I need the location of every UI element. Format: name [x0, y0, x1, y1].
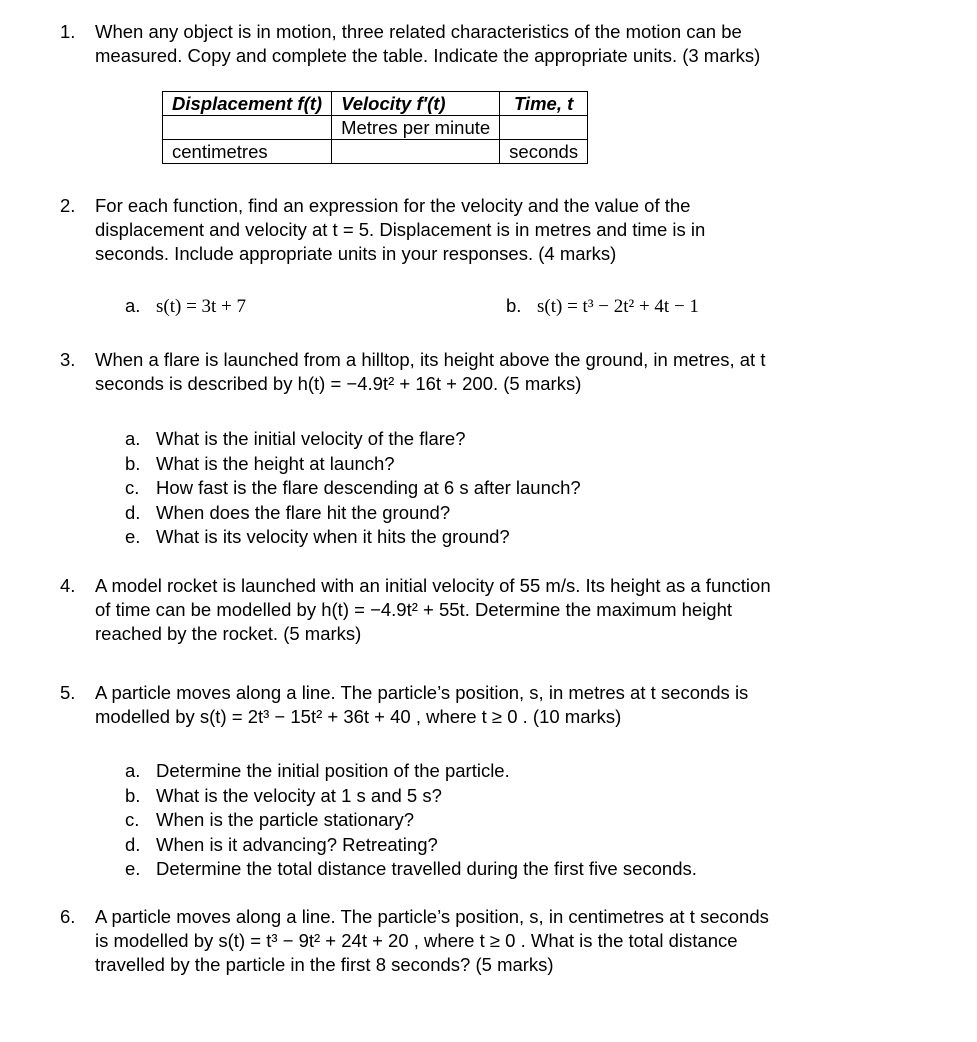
- part-text: Determine the initial position of the particle.: [156, 760, 510, 781]
- question-line: For each function, find an expression for the velocity and the value of the: [95, 195, 691, 216]
- list-item: [125, 452, 581, 477]
- table-header-row: [163, 92, 588, 116]
- list-item: [125, 833, 697, 858]
- table-cell: centimetres: [163, 140, 332, 164]
- question-number: 2.: [60, 195, 76, 216]
- table-cell: [332, 140, 500, 164]
- question-line: modelled by s(t) = 2t³ − 15t² + 36t + 40 , where t ≥ 0 . (10 marks): [95, 706, 622, 727]
- table-cell: Metres per minute: [332, 116, 500, 140]
- part-letter: c.: [125, 809, 140, 830]
- question-line: of time can be modelled by h(t) = −4.9t² + 55t. Determine the maximum height: [95, 599, 733, 620]
- table-cell: [500, 116, 588, 140]
- question-text: [95, 194, 925, 266]
- part-expression: s(t) = 3t + 7: [156, 296, 247, 317]
- question-line: measured. Copy and complete the table. Indicate the appropriate units. (3 marks): [95, 45, 761, 66]
- list-item: [125, 857, 697, 882]
- part-text: What is its velocity when it hits the ground?: [156, 526, 510, 547]
- list-item: [125, 476, 581, 501]
- question-text: [95, 348, 925, 396]
- part-text: What is the velocity at 1 s and 5 s?: [156, 784, 442, 806]
- question-5-parts: [125, 759, 697, 882]
- part-letter: a.: [125, 428, 141, 449]
- part-text: How fast is the flare descending at 6 s after launch?: [156, 477, 581, 498]
- part-letter: c.: [125, 477, 140, 498]
- part-expression: s(t) = t³ − 2t² + 4t − 1: [537, 296, 699, 317]
- table-row: [163, 140, 588, 164]
- table-row: [163, 116, 588, 140]
- table-header: Velocity f′(t): [332, 92, 500, 116]
- list-item: [125, 427, 581, 452]
- list-item: [125, 501, 581, 526]
- table-cell: seconds: [500, 140, 588, 164]
- question-number: 4.: [60, 575, 76, 596]
- part-letter: a.: [125, 760, 141, 781]
- part-text: When is the particle stationary?: [156, 809, 415, 830]
- question-line: A particle moves along a line. The particle’s position, s, in centimetres at t seconds: [95, 906, 769, 927]
- part-letter: e.: [125, 526, 141, 547]
- question-number: 3.: [60, 349, 76, 370]
- part-text: When is it advancing? Retreating?: [156, 833, 438, 855]
- question-number: 6.: [60, 906, 76, 927]
- list-item: [125, 759, 697, 784]
- part-text: What is the height at launch?: [156, 452, 395, 474]
- question-line: travelled by the particle in the first 8 seconds? (5 marks): [95, 954, 554, 975]
- table-header: Displacement f(t): [163, 92, 332, 116]
- question-line: seconds is described by h(t) = −4.9t² + 16t + 200. (5 marks): [95, 373, 582, 394]
- question-line: When a flare is launched from a hilltop, its height above the ground, in metres, at t: [95, 349, 766, 370]
- question-line: is modelled by s(t) = t³ − 9t² + 24t + 20 , where t ≥ 0 . What is the total distance: [95, 930, 738, 951]
- question-line: displacement and velocity at t = 5. Displacement is in metres and time is in: [95, 219, 706, 240]
- question-text: [95, 681, 925, 729]
- part-letter: e.: [125, 858, 141, 879]
- question-text: [95, 20, 925, 68]
- part-letter: d.: [125, 501, 141, 523]
- question-2-part-b: [506, 294, 699, 319]
- part-letter: a.: [125, 295, 141, 316]
- question-text: [95, 905, 925, 977]
- question-number: 1.: [60, 21, 76, 42]
- motion-units-table: [162, 91, 588, 164]
- question-number: 5.: [60, 682, 76, 703]
- part-letter: b.: [125, 784, 141, 806]
- question-3-parts: [125, 427, 581, 550]
- question-2-part-a: [125, 294, 246, 319]
- table-header: Time, t: [500, 92, 588, 116]
- part-letter: b.: [125, 452, 141, 474]
- part-letter: d.: [125, 833, 141, 855]
- question-line: A particle moves along a line. The particle’s position, s, in metres at t seconds is: [95, 682, 749, 703]
- part-text: What is the initial velocity of the flare?: [156, 428, 466, 449]
- question-line: seconds. Include appropriate units in your responses. (4 marks): [95, 243, 617, 264]
- question-line: reached by the rocket. (5 marks): [95, 623, 362, 644]
- question-line: A model rocket is launched with an initial velocity of 55 m/s. Its height as a function: [95, 575, 771, 596]
- part-letter: b.: [506, 295, 522, 316]
- question-line: When any object is in motion, three related characteristics of the motion can be: [95, 21, 742, 42]
- part-text: When does the flare hit the ground?: [156, 501, 451, 523]
- list-item: [125, 784, 697, 809]
- table-cell: [163, 116, 332, 140]
- question-text: [95, 574, 925, 646]
- list-item: [125, 525, 581, 550]
- part-text: Determine the total distance travelled during the first five seconds.: [156, 858, 697, 879]
- list-item: [125, 808, 697, 833]
